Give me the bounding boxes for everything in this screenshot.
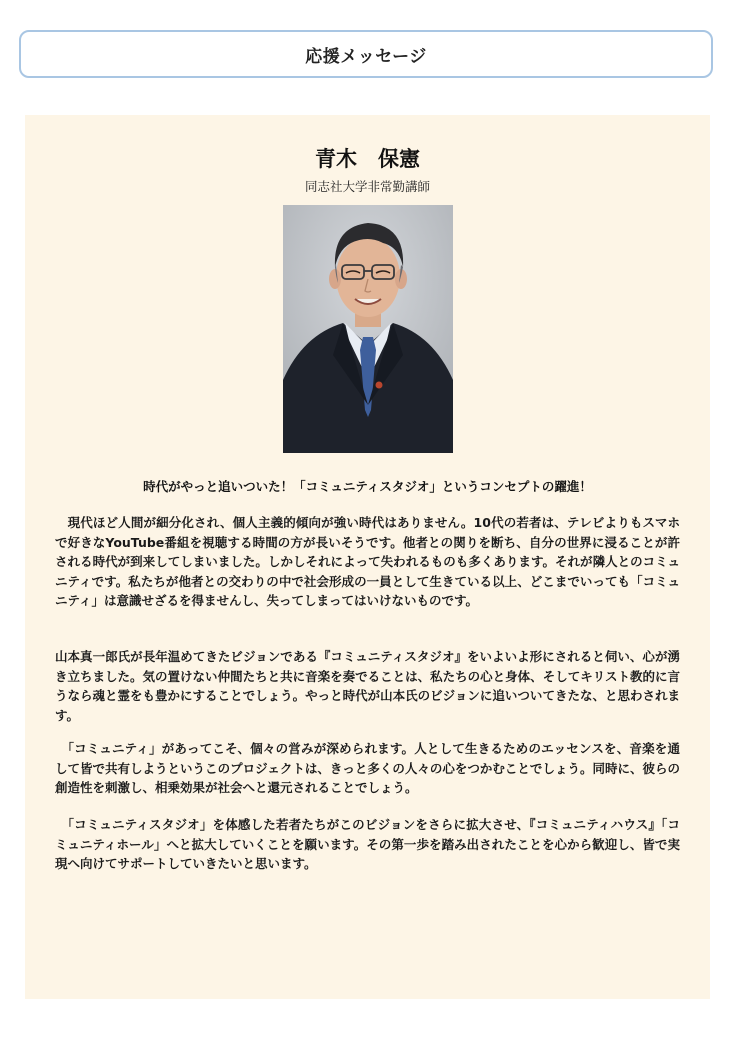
portrait-photo: [283, 205, 453, 453]
message-headline: 時代がやっと追いついた！「コミュニティスタジオ」というコンセプトの躍進！: [143, 479, 592, 494]
title-box: [19, 30, 713, 78]
message-paragraph-3: 「コミュニティ」があってこそ、個々の営みが深められます。人として生きるためのエッセンスを、音楽を通して皆で共有しようというこのプロジェクトは、きっと多くの人々の心をつかむことでしょう。同時に、彼らの創造性を刺激し、相乗効果が社会へと還元されることでしょう。: [55, 741, 680, 795]
message-panel: [25, 115, 710, 999]
message-paragraph-4: 「コミュニティスタジオ」を体感した若者たちがこのビジョンをさらに拡大させ、『コミュニティハウス』「コミュニティホール」へと拡大していくことを願います。その第一歩を踏み出されたことを心から歓迎し、皆で実現へ向けてサポートしていきたいと思います。: [55, 817, 680, 871]
message-paragraph-2: 山本真一郎氏が長年温めてきたビジョンである『コミュニティスタジオ』をいよいよ形にされると伺い、心が湧き立ちました。気の置けない仲間たちと共に音楽を奏でることは、私たちの心と身体、そしてキリスト教的に言うなら魂と霊をも豊かにすることでしょう。やっと時代が山本氏のビジョンに追いついてきたな、と思わされます。: [55, 649, 680, 723]
author-name: 青木 保憲: [315, 147, 420, 171]
page-title: 応援メッセージ: [305, 46, 427, 67]
author-affiliation: 同志社大学非常勤講師: [304, 179, 430, 194]
message-paragraph-1: 現代ほど人間が細分化され、個人主義的傾向が強い時代はありません。10代の若者は、テレビよりもスマホで好きなYouTube番組を視聴する時間の方が長いそうです。他者との関りを断ち、自分の世界に浸ることが許される時代が到来してしまいました。しかしそれによって失われるものも多くあります。それが隣人とのコミュニティです。私たちが他者との交わりの中で社会形成の一員として生きている以上、どこまでいっても「コミュニティ」は意識せざるを得ませんし、失ってしまってはいけないものです。: [55, 515, 680, 608]
